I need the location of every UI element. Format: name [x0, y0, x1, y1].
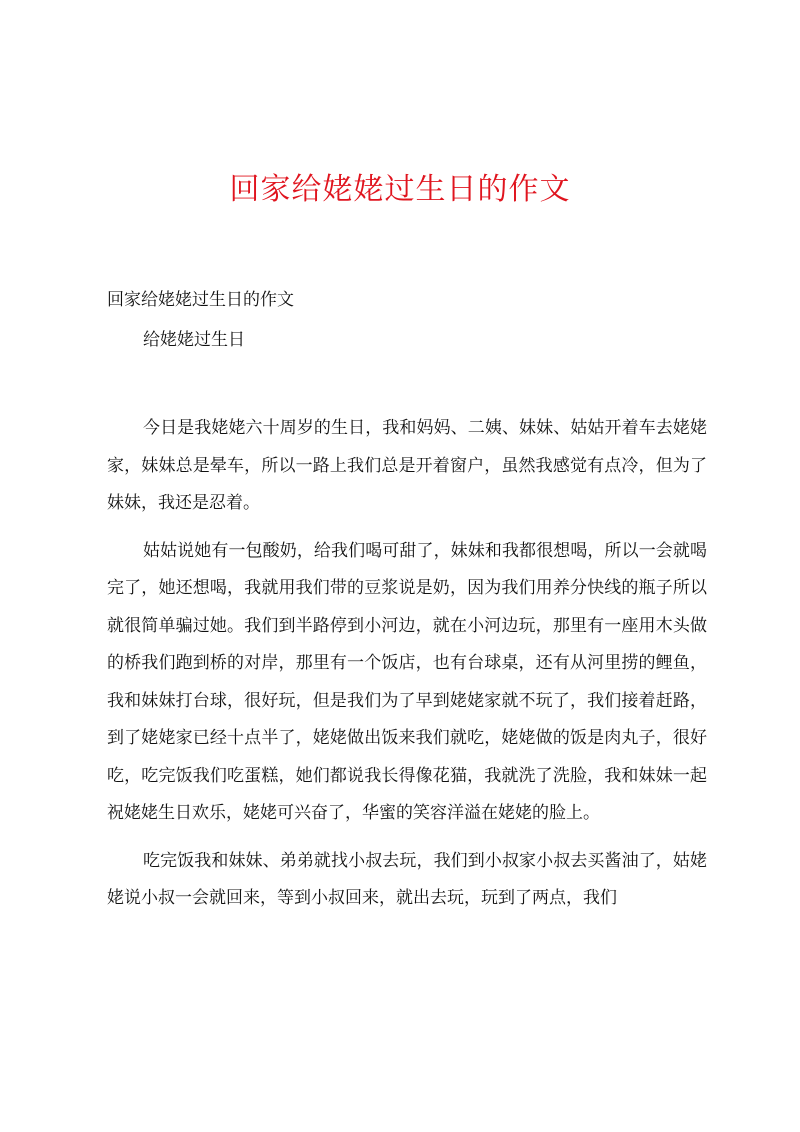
- document-subhead: 给姥姥过生日: [143, 330, 245, 350]
- paragraph-1: 今日是我姥姥六十周岁的生日，我和妈妈、二姨、妹妹、姑姑开着车去姥姥家，妹妹总是晕车，所以一路上我们总是开着窗户，虽然我感觉有点冷，但为了妹妹，我还是忍着。: [107, 418, 707, 513]
- document-subtitle: 回家给姥姥过生日的作文: [107, 290, 294, 310]
- document-body: [107, 410, 707, 928]
- paragraph-2: 姑姑说她有一包酸奶，给我们喝可甜了，妹妹和我都很想喝，所以一会就喝完了，她还想喝，我就用我们带的豆浆说是奶，因为我们用养分快线的瓶子所以就很简单骗过她。我们到半路停到小河边，就在小河边玩，那里有一座用木头做的桥我们跑到桥的对岸，那里有一个饭店，也有台球桌，还有从河里捞的鲤鱼，我和妹妹打台球，很好玩，但是我们为了早到姥姥家就不玩了，我们接着赶路，到了姥姥家已经十点半了，姥姥做出饭来我们就吃，姥姥做的饭是肉丸子，很好吃，吃完饭我们吃蛋糕，她们都说我长得像花猫，我就洗了洗脸，我和妹妹一起祝姥姥生日欢乐，姥姥可兴奋了，华蜜的笑容洋溢在姥姥的脸上。: [107, 540, 707, 823]
- paragraph-3: 吃完饭我和妹妹、弟弟就找小叔去玩，我们到小叔家小叔去买酱油了，姑姥姥说小叔一会就回来，等到小叔回来，就出去玩，玩到了两点，我们: [107, 850, 707, 908]
- document-title: 回家给姥姥过生日的作文: [229, 172, 571, 207]
